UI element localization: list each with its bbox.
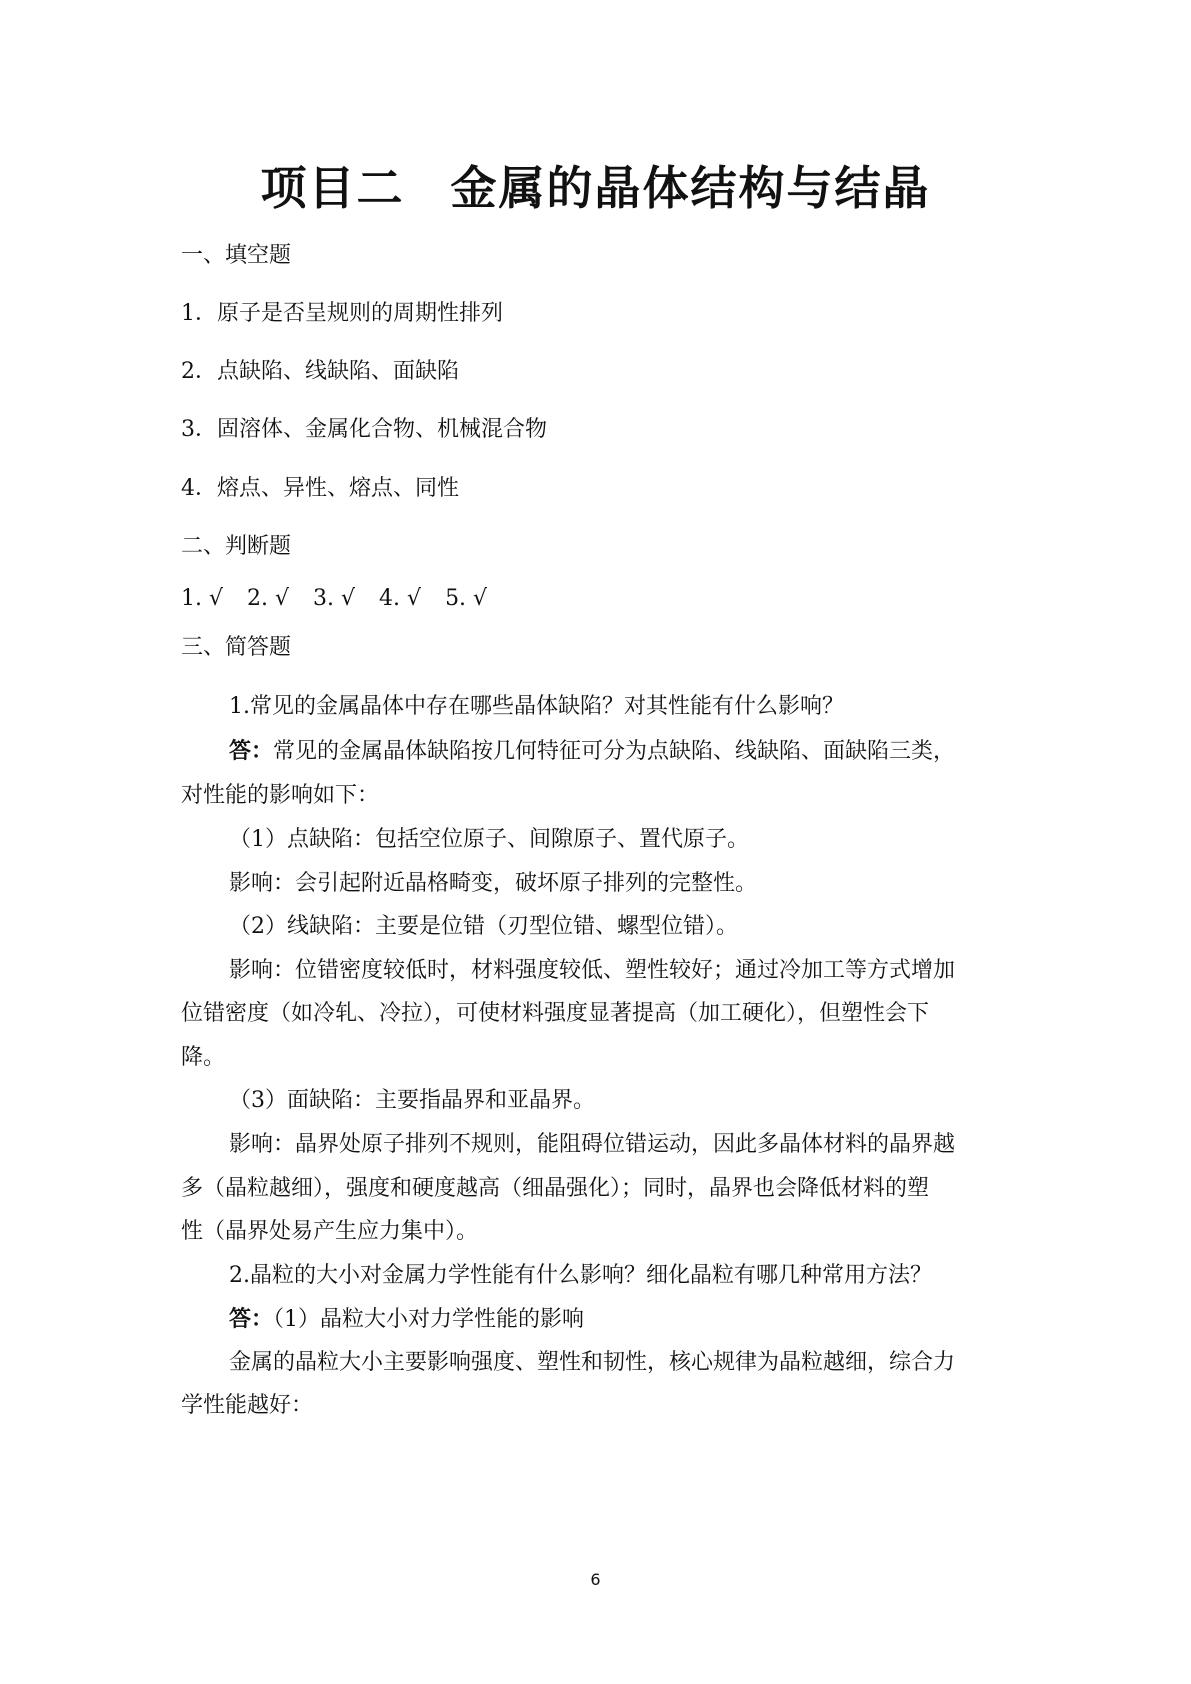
section-heading-true-false: 二、判断题 [181, 534, 292, 559]
answer-2-paragraph: 学性能越好： [181, 1393, 314, 1418]
answer-label: 答： [229, 1306, 274, 1332]
page-number: 6 [590, 1570, 601, 1589]
point-2-effect: 降。 [181, 1045, 226, 1070]
fill-blank-item: 1．原子是否呈规则的周期性排列 [181, 301, 503, 326]
point-3: （3）面缺陷：主要指晶界和亚晶界。 [229, 1088, 595, 1113]
fill-blank-item: 2．点缺陷、线缺陷、面缺陷 [181, 359, 459, 384]
page-title [0, 152, 1191, 218]
point-1-effect: 影响：会引起附近晶格畸变，破坏原子排列的完整性。 [229, 871, 758, 896]
answer-2-line [229, 1304, 584, 1335]
title-topic: 金属的晶体结构与结晶 [450, 161, 931, 215]
true-false-answers [181, 584, 511, 614]
fill-blank-item: 3．固溶体、金属化合物、机械混合物 [181, 417, 547, 442]
point-1: （1）点缺陷：包括空位原子、间隙原子、置代原子。 [229, 827, 749, 852]
point-2-effect: 位错密度（如冷轧、冷拉），可使材料强度显著提高（加工硬化），但塑性会下 [181, 1001, 930, 1026]
section-heading-short-answer: 三、简答题 [181, 635, 292, 660]
point-2: （2）线缺陷：主要是位错（刃型位错、螺型位错）。 [229, 914, 738, 939]
question-2: 2.晶粒的大小对金属力学性能有什么影响？细化晶粒有哪几种常用方法？ [229, 1263, 932, 1288]
title-project: 项目二 [260, 161, 405, 215]
tf-answer: 5. √ [445, 586, 488, 611]
point-3-effect: 多（晶粒越细），强度和硬度越高（细晶强化）；同时，晶界也会降低材料的塑 [181, 1176, 930, 1201]
point-3-effect: 影响：晶界处原子排列不规则，能阻碍位错运动，因此多晶体材料的晶界越 [229, 1132, 956, 1157]
point-2-effect: 影响：位错密度较低时，材料强度较低、塑性较好；通过冷加工等方式增加 [229, 958, 956, 983]
question-1: 1.常见的金属晶体中存在哪些晶体缺陷？对其性能有什么影响？ [229, 694, 844, 719]
answer-label: 答： [229, 738, 274, 764]
answer-1-line [229, 736, 955, 767]
answer-text: （1）晶粒大小对力学性能的影响 [273, 1307, 585, 1332]
tf-answer: 3. √ [313, 586, 356, 611]
fill-blank-item: 4．熔点、异性、熔点、同性 [181, 476, 459, 501]
answer-2-paragraph: 金属的晶粒大小主要影响强度、塑性和韧性，核心规律为晶粒越细，综合力 [229, 1350, 956, 1375]
point-3-effect: 性（晶界处易产生应力集中）。 [181, 1219, 479, 1244]
tf-answer: 4. √ [379, 586, 422, 611]
section-heading-fill-blank: 一、填空题 [181, 243, 292, 268]
answer-text: 常见的金属晶体缺陷按几何特征可分为点缺陷、线缺陷、面缺陷三类， [273, 739, 956, 764]
tf-answer: 2. √ [247, 586, 290, 611]
tf-answer: 1. √ [181, 586, 224, 611]
answer-1-line: 对性能的影响如下： [181, 783, 380, 808]
